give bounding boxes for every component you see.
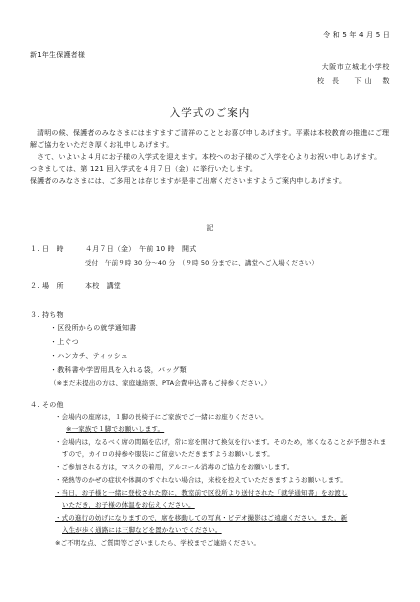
other-line-8: いただき，お子様の体温をお伝えください。 xyxy=(62,501,195,509)
school-name: 大阪市立城北小学校 xyxy=(321,63,390,71)
section-1-heading: １. 日 時 xyxy=(30,245,64,253)
principal-name: 校 長 下 山 数 xyxy=(317,77,390,85)
page-title: 入学式のご案内 xyxy=(169,107,251,119)
belongings-item-2: ・上ぐつ xyxy=(50,338,79,346)
other-line-3: ・会場内は，なるべく席の間隔を広げ，常に窓を開けて換気を行います。そのため，寒くなることが予想されま xyxy=(55,438,387,446)
section-2-heading: ２. 場 所 xyxy=(30,282,64,290)
addressee: 新1年生保護者様 xyxy=(30,51,86,59)
other-line-11: ※ご不明な点、ご質問等ございましたら、学校までご連絡ください。 xyxy=(55,539,261,547)
section-1-datetime: ４月７日（金） 午前 10 時 開式 xyxy=(85,245,197,253)
belongings-item-4: ・教科書や学習用具を入れる袋，バッグ類 xyxy=(50,366,187,374)
section-3-heading: ３. 持ち物 xyxy=(30,311,64,319)
intro-line-3: さて、いよいよ４月にお子様の入学式を迎えます。本校へのお子様のご入学を心よりお祝い申しあげます。 xyxy=(37,153,382,161)
section-2-place: 本校 講堂 xyxy=(85,282,121,290)
intro-line-2: 解ご協力をいただき厚くお礼申しあげます。 xyxy=(30,141,174,149)
intro-line-1: 清明の候、保護者のみなさまにはますますご清祥のこととお喜び申しあげます。平素は本校教育の推進にご理 xyxy=(37,129,390,137)
belongings-item-3: ・ハンカチ、ティッシュ xyxy=(50,352,129,360)
other-line-2: ※一家族で１脚でお願いします。 xyxy=(66,425,165,433)
document-date: 令 和 5 年 4 月 5 日 xyxy=(323,31,390,39)
other-line-9: ・式の進行の妨げになりますので，席を移動しての写真・ビデオ撮影はご遠慮ください。また，新 xyxy=(55,514,348,522)
section-1-reception: 受付 午前９時 30 分～40 分 （９時 50 分までに、講堂へご入場ください） xyxy=(85,259,319,267)
intro-line-5: 保護者のみなさまには、ご多用とは存じますが是非ご出席くださいますようご案内申しあげます。 xyxy=(30,177,347,185)
belongings-item-1: ・区役所からの就学通知書 xyxy=(50,324,137,332)
ki-marker: 記 xyxy=(206,224,214,232)
belongings-note: （※まだ未提出の方は、家庭連絡票、PTA会費申込書もご持参ください。） xyxy=(50,379,271,387)
other-line-7: ・当日，お子様と一緒に登校された際に，教室前で区役所より送付された「就学通知書」をお渡し xyxy=(55,489,348,497)
other-line-1: ・会場内の座席は，１脚の長椅子にご家族でご一緒にお座りください。 xyxy=(55,413,268,421)
other-line-4: すので，カイロの持参や服装にご留意いただきますようお願いします。 xyxy=(62,450,274,458)
intro-line-4: つきましては、第 121 回入学式を４月７日（金）に挙行いたします。 xyxy=(30,165,258,173)
other-line-6: ・発熱等のかぜの症状や体調のすぐれない場合は，来校を控えていただきますようお願いします。 xyxy=(55,476,348,484)
other-line-5: ・ご参加される方は，マスクの着用，アルコール消毒のご協力をお願いします。 xyxy=(55,463,294,471)
other-line-10: 入生が歩く通路には三脚などを置かないでください。 xyxy=(62,526,222,534)
section-4-heading: ４. その他 xyxy=(30,401,64,409)
